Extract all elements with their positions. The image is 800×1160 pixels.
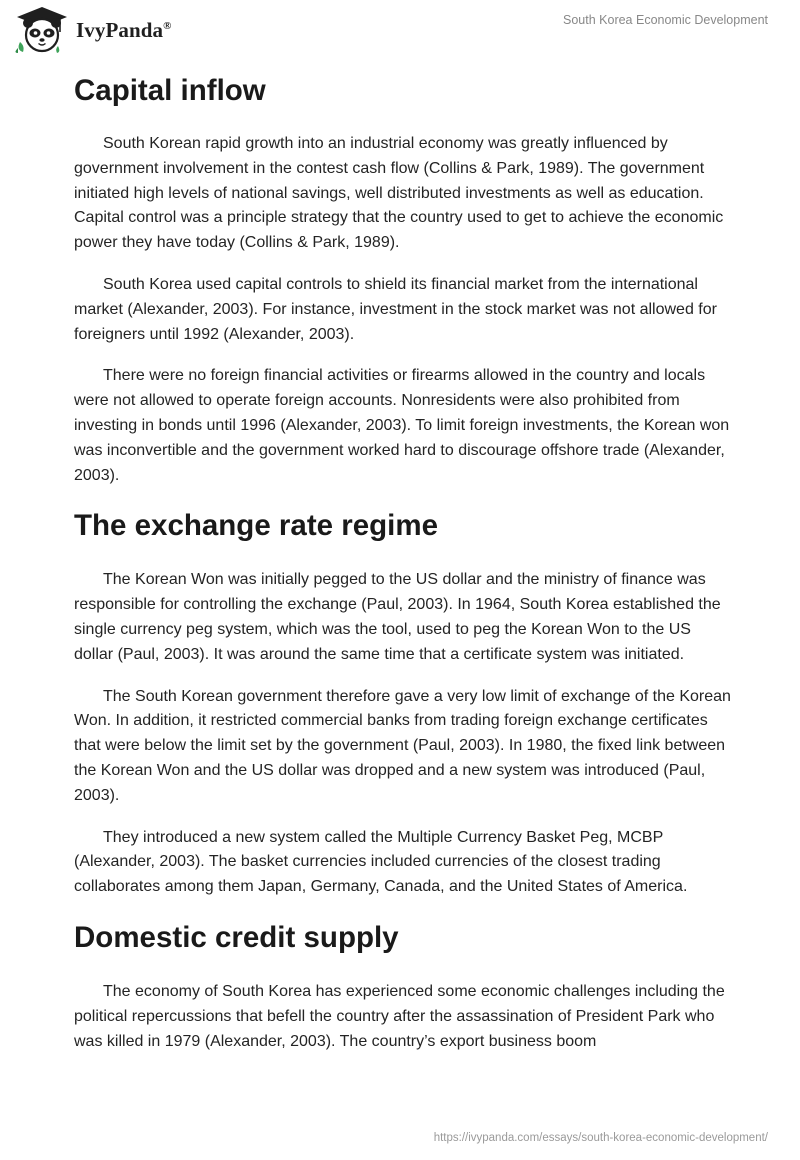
section-capital-inflow [74, 70, 734, 488]
section-heading: Domestic credit supply [74, 920, 399, 954]
section-heading: Capital inflow [74, 74, 266, 107]
paragraph: South Korean rapid growth into an industrial economy was greatly influenced by government involvement in the contest cash flow (Collins & Park, 1989). The government initiated high levels of national savings, well distributed investments as well as education. Capital control was a principle strategy that the country used to get to achieve the economic power they have today (Collins & Park, 1989). [74, 135, 724, 252]
paragraph: There were no foreign financial activities or firearms allowed in the country and locals were not allowed to operate foreign accounts. Nonresidents were also prohibited from investing in bonds until 1996 (Alexander, 2003). To limit foreign investments, the Korean won was inconvertible and the government worked hard to discourage offshore trade (Alexander, 2003). [74, 367, 730, 484]
registered-mark: ® [163, 19, 172, 32]
section-exchange-rate-regime [74, 505, 734, 900]
brand-name: IvyPanda® [76, 17, 172, 42]
brand-logo[interactable] [14, 6, 172, 54]
page-header [0, 0, 800, 64]
section-domestic-credit-supply [74, 917, 734, 1054]
section-heading: The exchange rate regime [74, 509, 438, 543]
panda-mascot-icon [14, 6, 70, 54]
paragraph: The Korean Won was initially pegged to the US dollar and the ministry of finance was responsible for controlling the exchange (Paul, 2003). In 1964, South Korea established the single currency peg system, which was the tool, used to peg the Korean Won to the US dollar (Paul, 2003). It was around the same time that a certificate system was initiated. [74, 571, 721, 663]
essay-content [74, 70, 734, 1071]
paragraph: South Korea used capital controls to shield its financial market from the international market (Alexander, 2003). For instance, investment in the stock market was not allowed for foreigners until 1992 (Alexander, 2003). [74, 275, 717, 343]
paragraph: The South Korean government therefore gave a very low limit of exchange of the Korean Won. In addition, it restricted commercial banks from trading foreign exchange certificates that were below the limit set by the government (Paul, 2003). In 1980, the fixed link between the Korean Won and the US dollar was dropped and a new system was introduced (Paul, 2003). [74, 687, 731, 804]
paragraph: They introduced a new system called the Multiple Currency Basket Peg, MCBP (Alexander, 2003). The basket currencies included currencies of the closest trading collaborates among them Japan, Germany, Canada, and the United States of America. [74, 828, 688, 896]
document-title: South Korea Economic Development [563, 13, 768, 27]
source-url-link[interactable]: https://ivypanda.com/essays/south-korea-economic-development/ [433, 1132, 768, 1144]
paragraph: The economy of South Korea has experienced some economic challenges including the political repercussions that befell the country after the assassination of President Park who was killed in 1979 (Alexander, 2003). The country’s export business boom [74, 982, 725, 1050]
